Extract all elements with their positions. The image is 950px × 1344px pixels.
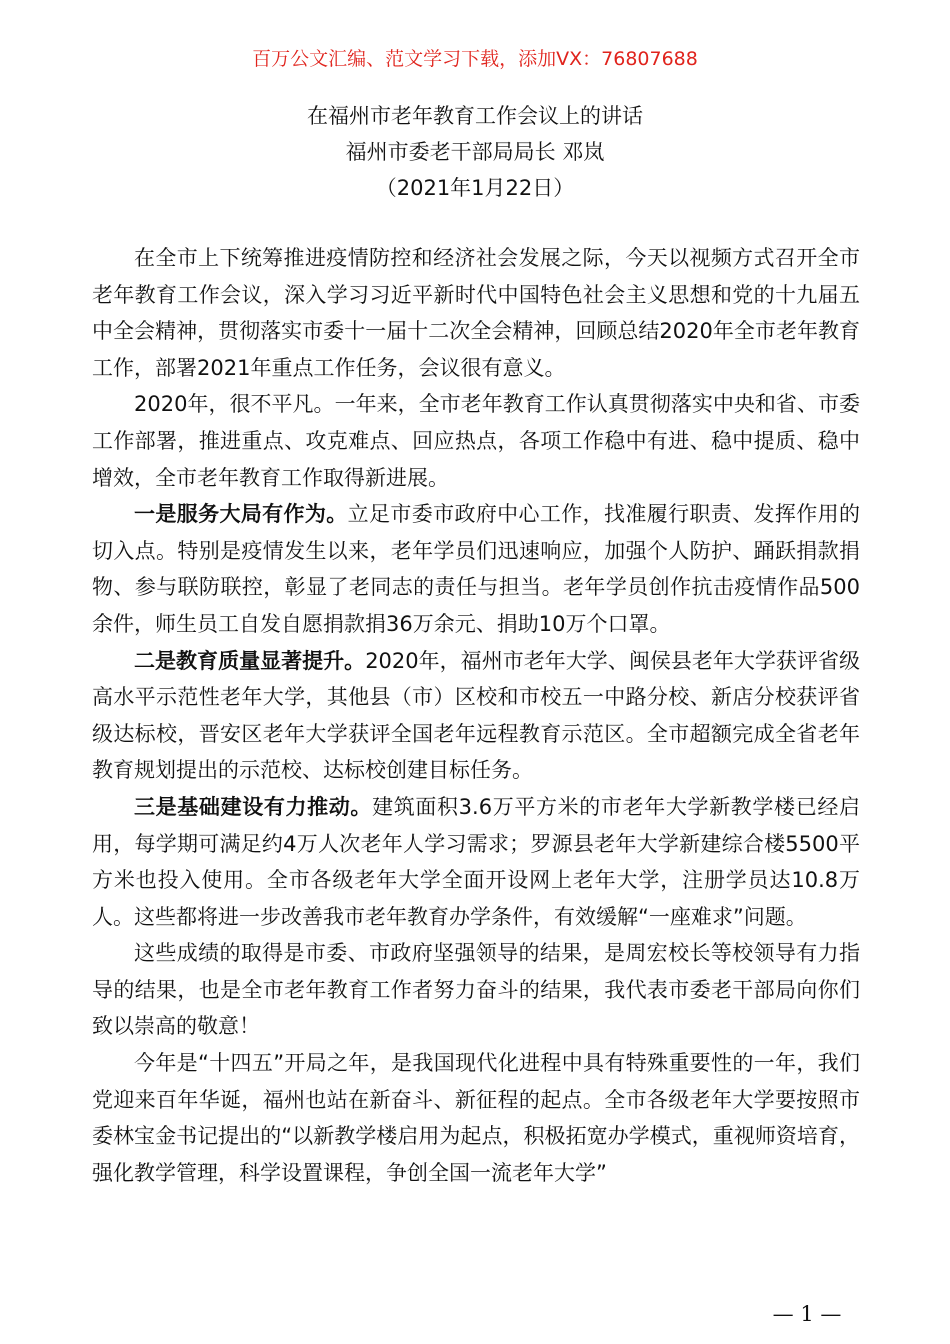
paragraph <box>92 935 860 1045</box>
date-line: （2021年1月22日） <box>375 176 575 200</box>
paragraph-text: 今年是“十四五”开局之年，是我国现代化进程中具有特殊重要性的一年，我们党迎来百年华诞，福州也站在新奋斗、新征程的起点。全市各级老年大学要按照市委林宝金书记提出的“以新教学楼启用为起点，积极拓宽办学模式，重视师资培育，强化教学管理，科学设置课程，争创全国一流老年大学” <box>92 1051 860 1185</box>
paragraph <box>92 496 860 642</box>
document-body <box>92 240 860 1191</box>
page-number: — 1 — <box>772 1302 842 1326</box>
watermark-banner: 百万公文汇编、范文学习下载，添加VX：76807688 <box>252 48 698 70</box>
speaker-line: 福州市委老干部局局长 邓岚 <box>345 140 605 164</box>
paragraph-lead: 二是教育质量显著提升。 <box>134 648 366 673</box>
paragraph <box>92 789 860 935</box>
paragraph <box>92 643 860 789</box>
paragraph <box>92 1045 860 1191</box>
paragraph-lead: 三是基础建设有力推动。 <box>134 794 373 819</box>
document-title: 在福州市老年教育工作会议上的讲话 <box>307 104 643 128</box>
paragraph <box>92 386 860 496</box>
document-header <box>0 98 950 206</box>
paragraph-lead: 一是服务大局有作为。 <box>134 502 348 527</box>
paragraph-text: 2020年，很不平凡。一年来，全市老年教育工作认真贯彻落实中央和省、市委工作部署，推进重点、攻克难点、回应热点，各项工作稳中有进、稳中提质、稳中增效，全市老年教育工作取得新进展。 <box>92 392 860 490</box>
paragraph-text: 2020年，福州市老年大学、闽侯县老年大学获评省级高水平示范性老年大学，其他县（市）区校和市校五一中路分校、新店分校获评省级达标校，晋安区老年大学获评全国老年远程教育示范区。全市超额完成全省老年教育规划提出的示范校、达标校创建目标任务。 <box>92 648 860 783</box>
paragraph-text: 这些成绩的取得是市委、市政府坚强领导的结果，是周宏校长等校领导有力指导的结果，也是全市老年教育工作者努力奋斗的结果，我代表市委老干部局向你们致以崇高的敬意！ <box>92 941 860 1039</box>
paragraph-text: 立足市委市政府中心工作，找准履行职责、发挥作用的切入点。特别是疫情发生以来，老年学员们迅速响应，加强个人防护、踊跃捐款捐物、参与联防联控，彰显了老同志的责任与担当。老年学员创作抗击疫情作品500余件，师生员工自发自愿捐款捐36万余元、捐助10万个口罩。 <box>92 502 861 636</box>
paragraph-text: 建筑面积3.6万平方米的市老年大学新教学楼已经启用，每学期可满足约4万人次老年人学习需求；罗源县老年大学新建综合楼5500平方米也投入使用。全市各级老年大学全面开设网上老年大学，注册学员达10.8万人。这些都将进一步改善我市老年教育办学条件，有效缓解“一座难求”问题。 <box>92 794 860 929</box>
paragraph <box>92 240 860 386</box>
paragraph-text: 在全市上下统筹推进疫情防控和经济社会发展之际，今天以视频方式召开全市老年教育工作会议，深入学习习近平新时代中国特色社会主义思想和党的十九届五中全会精神，贯彻落实市委十一届十二次全会精神，回顾总结2020年全市老年教育工作，部署2021年重点工作任务，会议很有意义。 <box>92 246 860 380</box>
